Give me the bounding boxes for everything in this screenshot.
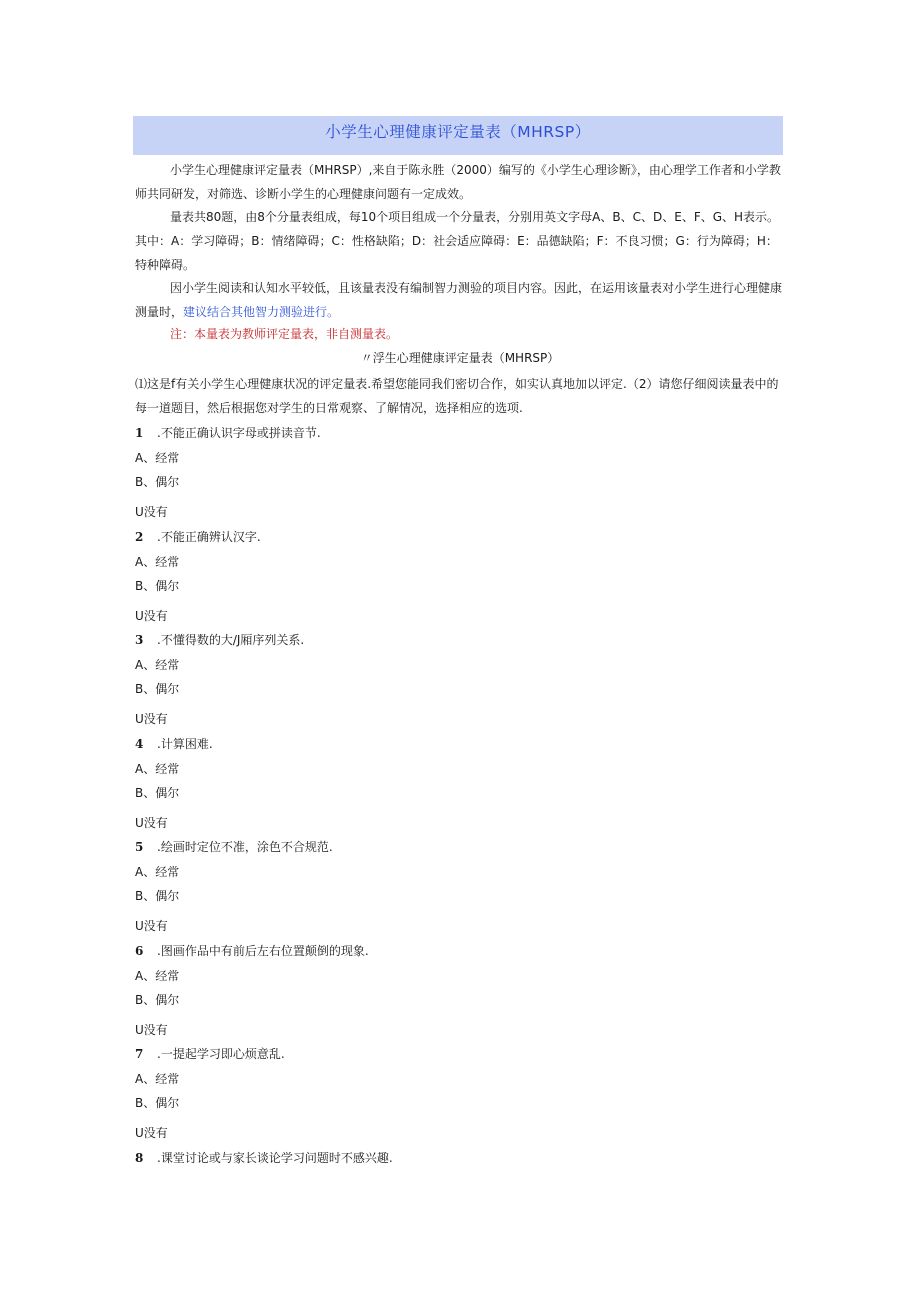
option-c[interactable]: U没有 <box>135 815 168 830</box>
question-item <box>135 942 369 959</box>
option-b[interactable]: B、偶尔 <box>135 682 180 696</box>
option-b[interactable]: B、偶尔 <box>135 785 180 800</box>
option-c[interactable]: U没有 <box>135 1022 168 1037</box>
option-b[interactable]: B、偶尔 <box>135 578 180 593</box>
option-a[interactable]: A、经常 <box>135 761 180 776</box>
question-number: 8 <box>135 1150 144 1165</box>
question-number: 5 <box>135 840 144 854</box>
question-text: .计算困难. <box>157 736 213 751</box>
question-number: 6 <box>135 943 144 958</box>
question-text: .课堂讨论或与家长谈论学习问题时不感兴趣. <box>157 1150 393 1165</box>
scale-subtitle: 〃浮生心理健康评定量表（MHRSP） <box>360 351 560 365</box>
question-item <box>135 424 321 441</box>
intro-paragraph-3 <box>135 276 785 324</box>
option-b[interactable]: B、偶尔 <box>135 992 180 1007</box>
intro-paragraph-1: 小学生心理健康评定量表（MHRSP）,来自于陈永胜（2000）编写的《小学生心理诊断》，由心理学工作者和小学教师共同研发，对筛选、诊断小学生的心理健康问题有一定成效。 <box>135 163 781 201</box>
option-a[interactable]: A、经常 <box>135 1072 180 1086</box>
option-b[interactable]: B、偶尔 <box>135 889 180 903</box>
question-item <box>135 1045 285 1062</box>
option-a[interactable]: A、经常 <box>135 658 180 672</box>
question-item <box>135 528 261 545</box>
title-banner <box>133 116 783 155</box>
note-text: 注：本量表为教师评定量表，非自测量表。 <box>170 327 399 341</box>
question-text: .不懂得数的大/J厢序列关系. <box>157 633 305 647</box>
question-text: .绘画时定位不准，涂色不合规范. <box>157 840 333 854</box>
page-title: 小学生心理健康评定量表（MHRSP） <box>325 123 591 141</box>
question-item <box>135 631 304 648</box>
question-item <box>135 735 213 752</box>
option-c[interactable]: U没有 <box>135 712 168 726</box>
question-text: .不能正确认识字母或拼读音节. <box>157 426 321 440</box>
option-c[interactable]: U没有 <box>135 505 168 519</box>
question-number: 1 <box>135 426 144 440</box>
option-a[interactable]: A、经常 <box>135 554 180 569</box>
question-text: .不能正确辨认汉字. <box>157 529 261 544</box>
option-a[interactable]: A、经常 <box>135 451 180 465</box>
option-a[interactable]: A、经常 <box>135 865 180 879</box>
question-text: .一提起学习即心烦意乱. <box>157 1047 285 1061</box>
question-item <box>135 838 333 855</box>
intro-paragraph-3-text: 因小学生阅读和认知水平较低，且该量表没有编制智力测验的项目内容。因此，在运用该量表对小学生进行心理健康测量时， <box>135 281 783 319</box>
option-a[interactable]: A、经常 <box>135 968 180 983</box>
option-b[interactable]: B、偶尔 <box>135 475 180 489</box>
option-b[interactable]: B、偶尔 <box>135 1096 180 1110</box>
recommendation-text: 建议结合其他智力测验进行。 <box>183 305 340 319</box>
option-c[interactable]: U没有 <box>135 919 168 933</box>
instructions-text: ⑴这是f有关小学生心理健康状况的评定量表.希望您能同我们密切合作，如实认真地加以评定.（2）请您仔细阅读量表中的每一道题目，然后根据您对学生的日常观察、了解情况，选择相应的选项. <box>135 377 779 415</box>
question-item <box>135 1149 393 1166</box>
option-c[interactable]: U没有 <box>135 608 168 623</box>
option-c[interactable]: U没有 <box>135 1126 168 1140</box>
question-number: 3 <box>135 633 144 647</box>
question-number: 2 <box>135 529 144 544</box>
question-text: .图画作品中有前后左右位置颠倒的现象. <box>157 943 369 958</box>
question-number: 7 <box>135 1047 144 1061</box>
question-number: 4 <box>135 736 144 751</box>
intro-paragraph-2: 量表共80题，由8个分量表组成，每10个项目组成一个分量表，分别用英文字母A、B、C、D、E、F、G、H表示。其中：A：学习障碍；B：情绪障碍；C：性格缺陷；D：社会适应障碍：E：品德缺陷；F：不良习惯；G：行为障碍；H：特种障碍。 <box>135 210 780 272</box>
